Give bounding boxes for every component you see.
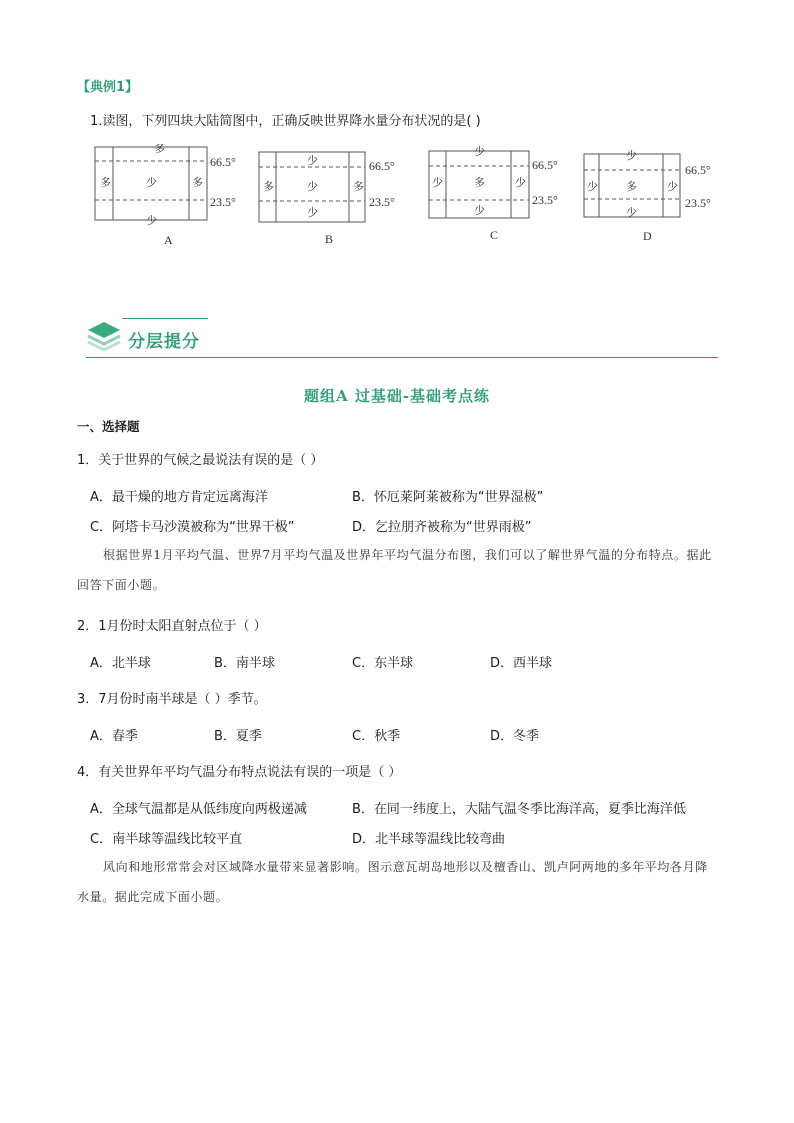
diagram-b-center: 少 — [307, 180, 318, 193]
q3-stem: 3．7月份时南半球是（ ）季节。 — [77, 692, 267, 707]
stacked-layers-icon — [86, 320, 122, 358]
diagram-c-top: 少 — [474, 145, 485, 158]
part-title: 一、选择题 — [77, 419, 140, 434]
section-top-line — [122, 318, 208, 319]
diagram-a-lat-low: 23.5° — [210, 195, 236, 209]
diagram-d-lat-high: 66.5° — [685, 163, 711, 177]
q2-option-a: A．北半球 — [90, 656, 151, 671]
example-question: 1.读图，下列四块大陆简图中，正确反映世界降水量分布状况的是( ) — [90, 114, 481, 129]
diagram-b-lat-low: 23.5° — [369, 195, 395, 209]
diagram-b-right: 多 — [353, 180, 364, 193]
diagram-d-left: 少 — [587, 180, 598, 193]
q3-option-c: C．秋季 — [352, 729, 401, 744]
section-header — [86, 318, 718, 358]
diagram-c — [427, 144, 587, 256]
diagram-b-top: 少 — [307, 154, 318, 167]
intro-paragraph-1: 根据世界1月平均气温、世界7月平均气温及世界年平均气温分布图，我们可以了解世界气温的分布特点。据此回答下面小题。 — [77, 548, 712, 592]
diagram-a-center: 少 — [146, 176, 157, 189]
diagram-d — [582, 144, 732, 256]
q4-option-c: C．南半球等温线比较平直 — [90, 832, 243, 847]
q2-option-b: B．南半球 — [214, 656, 275, 671]
q1-option-c: C．阿塔卡马沙漠被称为“世界干极” — [90, 520, 295, 535]
section-divider — [86, 357, 718, 359]
diagram-c-left: 少 — [432, 176, 443, 189]
q2-option-c: C．东半球 — [352, 656, 414, 671]
diagram-b — [258, 144, 418, 256]
diagram-c-right: 少 — [515, 176, 526, 189]
diagram-c-center: 多 — [474, 176, 485, 189]
section-title: 分层提分 — [128, 332, 200, 352]
diagram-d-bottom: 少 — [626, 206, 637, 219]
diagram-a-lat-high: 66.5° — [210, 155, 236, 169]
q2-option-d: D．西半球 — [490, 656, 553, 671]
q1-stem: 1．关于世界的气候之最说法有误的是（ ） — [77, 453, 324, 468]
intro-paragraph-2: 风向和地形常常会对区域降水量带来显著影响。图示意瓦胡岛地形以及檀香山、凯卢阿两地的多年平均各月降水量。据此完成下面小题。 — [77, 860, 708, 904]
q1-option-b: B．怀厄莱阿莱被称为“世界湿极” — [352, 490, 544, 505]
diagram-b-lat-high: 66.5° — [369, 159, 395, 173]
diagram-c-caption: C — [490, 228, 499, 242]
diagram-a-right: 多 — [192, 176, 203, 189]
q3-option-a: A．春季 — [90, 729, 138, 744]
diagram-d-lat-low: 23.5° — [685, 196, 711, 210]
diagram-d-top: 少 — [626, 149, 637, 162]
q4-stem: 4．有关世界年平均气温分布特点说法有误的一项是（ ） — [77, 765, 402, 780]
diagram-a-bottom: 少 — [146, 214, 157, 227]
example-tag: 【典例1】 — [77, 80, 139, 95]
group-title: 题组A 过基础-基础考点练 — [303, 387, 491, 405]
diagram-a-left: 多 — [100, 176, 111, 189]
diagram-b-bottom: 少 — [307, 206, 318, 219]
diagram-c-lat-high: 66.5° — [532, 158, 558, 172]
diagram-d-right: 少 — [667, 180, 678, 193]
q4-option-b: B．在同一纬度上，大陆气温冬季比海洋高，夏季比海洋低 — [352, 802, 686, 817]
q4-option-d: D．北半球等温线比较弯曲 — [352, 832, 506, 847]
diagram-d-center: 多 — [626, 180, 637, 193]
diagram-a-caption: A — [164, 233, 173, 247]
diagram-b-caption: B — [325, 232, 334, 246]
diagram-b-left: 多 — [263, 180, 274, 193]
diagram-d-caption: D — [643, 229, 652, 243]
diagram-a — [94, 144, 254, 256]
q1-option-a: A．最干燥的地方肯定远离海洋 — [90, 490, 268, 505]
diagram-a-top: 多 — [154, 144, 165, 155]
q1-option-d: D．乞拉朋齐被称为“世界雨极” — [352, 520, 532, 535]
q4-option-a: A．全球气温都是从低纬度向两极递减 — [90, 802, 307, 817]
diagram-c-bottom: 少 — [474, 204, 485, 217]
diagram-c-lat-low: 23.5° — [532, 193, 558, 207]
q3-option-d: D．冬季 — [490, 729, 540, 744]
q3-option-b: B．夏季 — [214, 729, 262, 744]
q2-stem: 2．1月份时太阳直射点位于（ ） — [77, 619, 267, 634]
